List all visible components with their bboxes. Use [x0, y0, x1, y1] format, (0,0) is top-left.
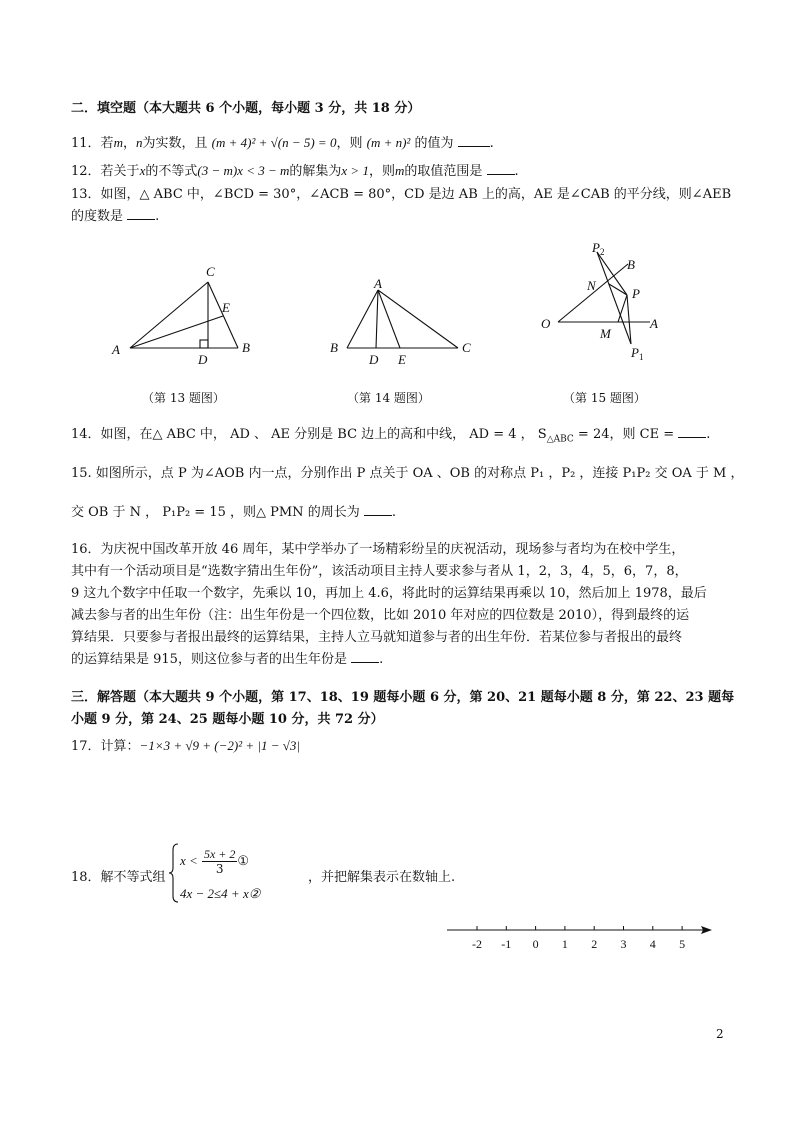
q11-var-n: n — [135, 135, 143, 150]
q12-text3: 的解集为 — [289, 164, 342, 179]
q18-tag-1: ① — [237, 854, 250, 869]
q15-end: . — [391, 505, 396, 520]
q18-tail: ，并把解集表示在数轴上. — [308, 870, 456, 885]
question-18-label: 18．解不等式组 — [71, 870, 166, 885]
number-line-label: 4 — [649, 937, 656, 951]
q12-var-x: x — [139, 163, 146, 178]
fig14-label-D: D — [369, 352, 379, 367]
fig13-side-AC — [130, 282, 208, 348]
fig15-label-P: P — [632, 286, 640, 301]
fig15-label-A: A — [650, 316, 658, 331]
fig15-segment-PP2 — [597, 252, 627, 295]
fig13-right-angle-mark — [200, 340, 208, 348]
q14-text2: = 24，则 CE = — [573, 427, 675, 442]
q11-equation: (m + 4)² + √(n − 5) = 0 — [211, 135, 337, 150]
q15-answer-blank[interactable] — [364, 503, 392, 516]
figures-row — [100, 240, 740, 410]
fig13-label-E: E — [222, 300, 230, 315]
q16-last-text: 的运算结果是 915，则这位参与者的出生年份是 — [71, 652, 347, 667]
question-14 — [71, 423, 710, 445]
q11-text: 若 — [100, 136, 114, 151]
figure-13 — [130, 282, 238, 348]
q18-brace-path — [169, 844, 178, 902]
fig14-label-E: E — [398, 352, 406, 367]
section-2-title: 二．填空题（本大题共 6 个小题，每小题 3 分，共 18 分） — [71, 101, 421, 116]
q12-var-m: m — [394, 163, 405, 178]
fig15-label-P1: $P_1$ — [631, 345, 644, 362]
q11-text2: 为实数，且 — [142, 136, 208, 151]
q18-row1-lhs: x < — [180, 853, 198, 868]
fig15-caption: （第 15 题图） — [563, 391, 646, 405]
q16-line: 算结果．只要参与者报出最终的运算结果，主持人立马就知道参与者的出生年份．若某位参与者报出的最终 — [71, 630, 683, 645]
q16-answer-blank[interactable] — [351, 650, 379, 663]
q13-text: 的度数是 — [71, 209, 124, 224]
q14-end: . — [706, 427, 711, 442]
q16-last-line — [71, 649, 707, 671]
question-13-line2 — [71, 205, 159, 224]
fig14-label-A: A — [374, 276, 382, 291]
q18-system-row1 — [180, 847, 249, 876]
q16-line: 减去参与者的出生年份（注：出生年份是一个四位数，比如 2010 年对应的四位数是 2010），得到最终的运 — [71, 608, 690, 623]
q14-answer-blank[interactable] — [678, 425, 706, 438]
q18-numerator: 5x + 2 — [203, 847, 236, 861]
q16-end: . — [379, 652, 384, 667]
q13-answer-blank[interactable] — [127, 207, 155, 220]
q13-end: . — [155, 209, 160, 224]
fig13-bisector-AE — [130, 316, 223, 348]
q18-brace — [168, 842, 180, 904]
number-line-label: 2 — [591, 937, 598, 951]
fig15-ray-OB — [558, 264, 628, 322]
fig13-label-B: B — [242, 340, 250, 355]
question-16 — [71, 539, 707, 671]
q12-text5: 的取值范围是 — [404, 164, 483, 179]
q11-text3: ，则 — [336, 136, 363, 151]
fig13-side-CB — [208, 282, 238, 348]
fig14-label-B: B — [330, 340, 338, 355]
q12-inequality: (3 − m)x < 3 − m — [197, 163, 290, 178]
number-line-label: 0 — [532, 937, 539, 951]
q17-expression: −1×3 + √9 + (−2)² + |1 − √3| — [139, 738, 300, 753]
q12-end: . — [514, 164, 519, 179]
section-3-title-line1: 三．解答题（本大题共 9 个小题，第 17、18、19 题每小题 6 分，第 20、21 题每小题 8 分，第 22、23 题每 — [71, 690, 735, 705]
fig15-label-O: O — [541, 316, 551, 331]
fig14-label-C: C — [462, 340, 471, 355]
q12-answer-blank[interactable] — [487, 162, 515, 175]
q16-line: 9 这九个数字中任取一个数字，先乘以 10，再加上 4.6，将此时的运算结果再乘以 10，然后加上 1978，最后 — [71, 586, 707, 601]
q18-fraction — [202, 847, 237, 876]
figure-14 — [347, 290, 458, 348]
fig15-label-N: N — [587, 278, 596, 293]
q11-text4: 的值为 — [414, 136, 454, 151]
number-line-label: -1 — [501, 937, 512, 951]
q16-line: 16．为庆祝中国改革开放 46 周年，某中学举办了一场精彩纷呈的庆祝活动，现场参与者均为在校中学生， — [71, 542, 685, 557]
q12-number: 12． — [71, 164, 101, 179]
q11-answer-blank[interactable] — [458, 134, 490, 147]
q11-sep: ， — [122, 136, 136, 151]
q16-line: 其中有一个活动项目是“选数字猜出生年份”，该活动项目主持人要求参与者从 1，2，3，4，5，6，7，8， — [71, 564, 688, 579]
fig13-label-A: A — [112, 342, 120, 357]
q11-end: . — [489, 136, 494, 151]
q11-expression: (m + n)² — [366, 135, 411, 150]
number-line-label: 1 — [561, 937, 568, 951]
q11-number: 11． — [71, 136, 101, 151]
fig14-caption: （第 14 题图） — [347, 391, 430, 405]
number-line — [440, 920, 720, 960]
question-13-line1: 13．如图，△ ABC 中，∠BCD = 30°，∠ACB = 80°，CD 是边 AB 上的高，AE 是∠CAB 的平分线，则∠AEB — [71, 187, 732, 202]
question-12 — [71, 160, 519, 179]
q12-text2: 的不等式 — [145, 164, 198, 179]
q12-text4: ，则 — [368, 164, 395, 179]
q18-system-row2: 4x − 2≤4 + x② — [180, 886, 261, 901]
question-11 — [71, 132, 494, 151]
fig13-caption: （第 13 题图） — [142, 391, 225, 405]
q17-label: 17．计算： — [71, 739, 140, 754]
number-line-label: 3 — [620, 937, 627, 951]
q18-denominator: 3 — [215, 862, 224, 876]
q12-solution: x > 1 — [341, 163, 369, 178]
q14-subscript: △ABC — [546, 434, 574, 445]
fig15-label-M: M — [600, 326, 611, 341]
question-15-line2 — [71, 501, 396, 520]
q15-text: 交 OB 于 N ， P₁P₂ = 15 ，则△ PMN 的周长为 — [71, 505, 360, 520]
fig13-label-C: C — [206, 264, 215, 279]
fig15-segment-PP1 — [627, 295, 631, 344]
section-3-title-line2: 小题 9 分，第 24、25 题每小题 10 分，共 72 分） — [71, 712, 384, 727]
fig14-altitude-AD — [376, 290, 378, 348]
number-line-label: -2 — [472, 937, 482, 951]
fig15-label-B: B — [627, 257, 635, 272]
fig14-median-AE — [378, 290, 400, 348]
q14-text: 14．如图，在△ ABC 中， AD 、 AE 分别是 BC 边上的高和中线， AD = 4 ， S — [71, 427, 547, 442]
fig15-label-P2: $P_2$ — [592, 240, 605, 257]
fig14-side-AC — [378, 290, 458, 348]
question-17 — [71, 735, 300, 754]
q12-text: 若关于 — [100, 164, 140, 179]
question-15-line1: 15. 如图所示，点 P 为∠AOB 内一点，分别作出 P 点关于 OA 、OB 的对称点 P₁ ，P₂ ，连接 P₁P₂ 交 OA 于 M ， — [71, 466, 744, 481]
q11-var-m: m — [113, 135, 123, 150]
fig15-segment-PM — [618, 295, 627, 322]
page-number: 2 — [716, 1027, 724, 1041]
number-line-label: 5 — [679, 937, 686, 951]
fig13-label-D: D — [198, 352, 208, 367]
fig14-side-AB — [347, 290, 378, 348]
